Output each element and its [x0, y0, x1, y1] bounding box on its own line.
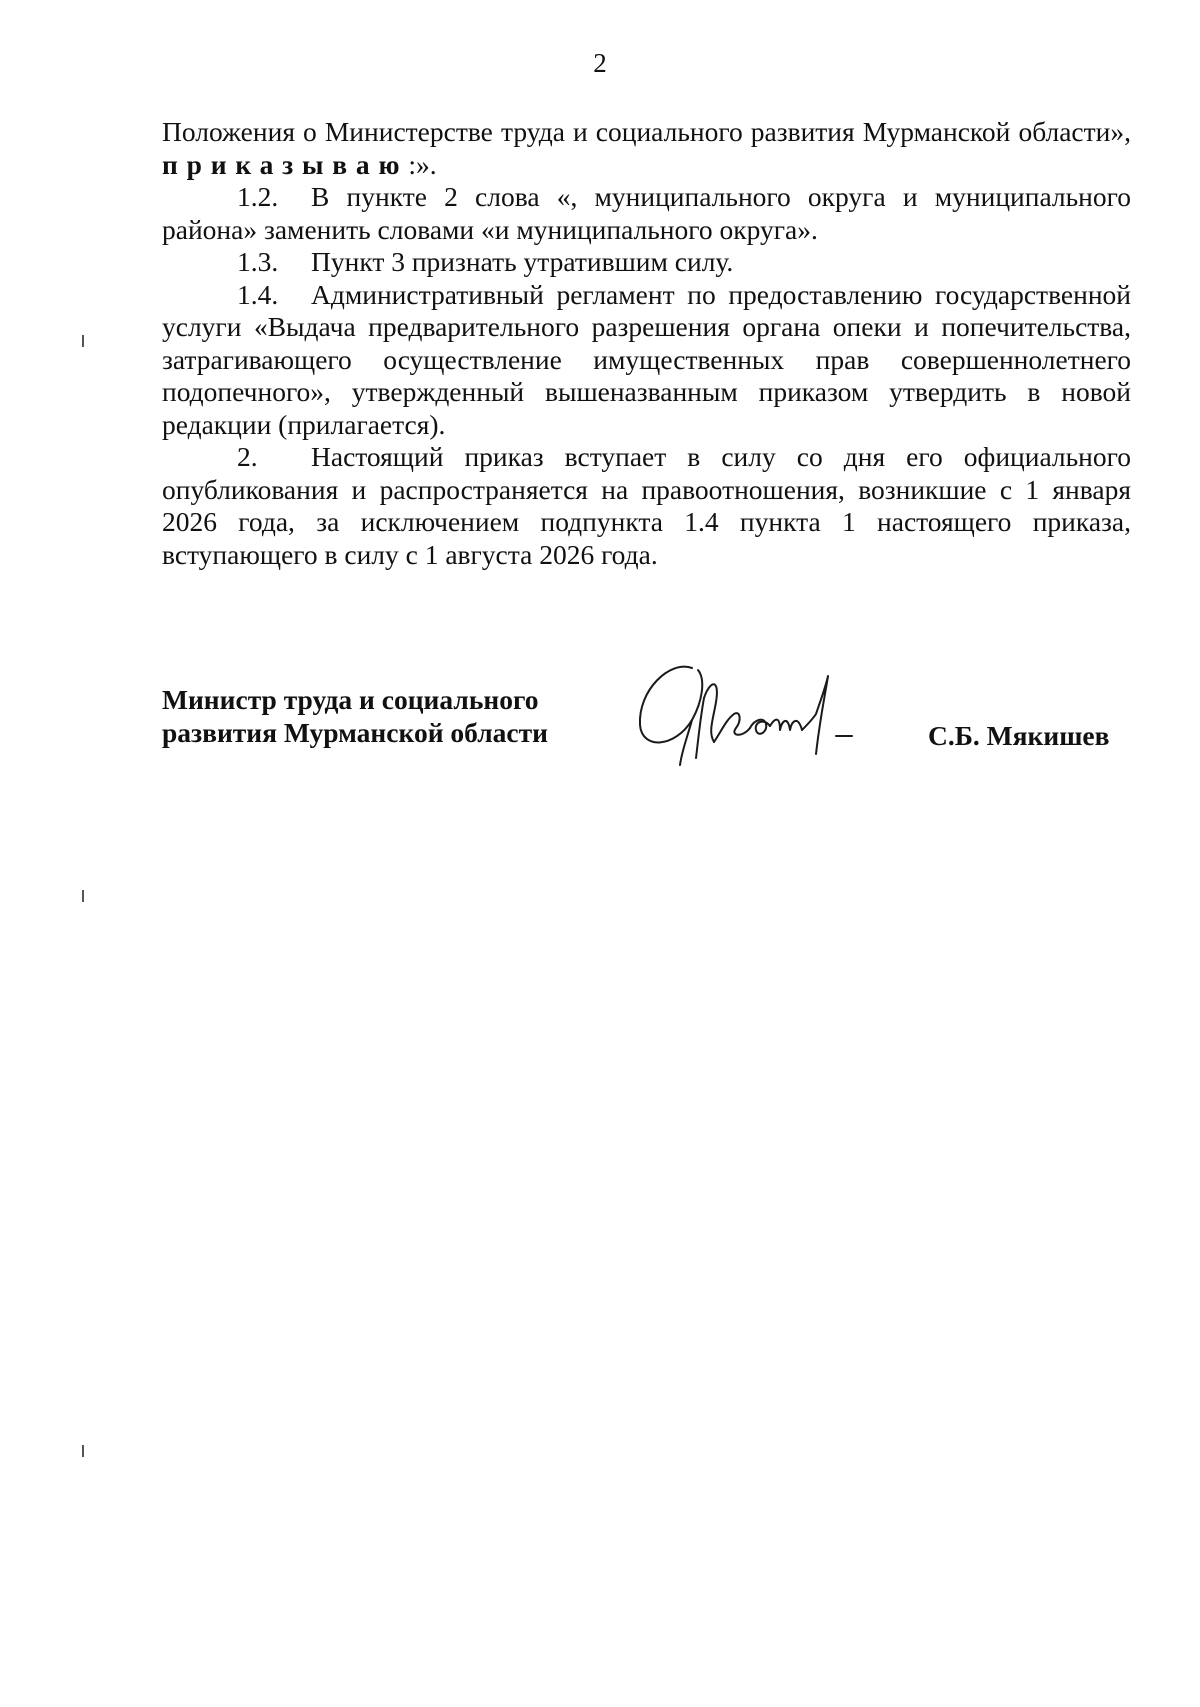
- margin-mark: [82, 890, 84, 902]
- paragraph-number: 2.: [237, 441, 258, 472]
- paragraph-1-3: [162, 246, 1131, 279]
- paragraph-number: 1.3.: [237, 246, 279, 277]
- paragraph-text: Пункт 3 признать утратившим силу.: [311, 246, 734, 277]
- paragraph-text: Административный регламент по предоставлению государственной услуги «Выдача предварительного разрешения органа опеки и попечительства, затрагивающего осуществление имущественных прав совершеннолетнего подопечного», утвержденный вышеназванным приказом утвердить в новой редакции (прилагается).: [162, 278, 1131, 440]
- page-number: 2: [593, 48, 607, 78]
- handwritten-signature: [630, 650, 900, 775]
- paragraph-number: 1.4.: [237, 278, 279, 310]
- paragraph-1-2: [162, 181, 1131, 246]
- paragraph-number: 1.2.: [237, 181, 279, 212]
- signatory-name: С.Б. Мякишев: [928, 720, 1110, 751]
- signatory-title: [162, 683, 548, 749]
- margin-mark: [82, 335, 84, 347]
- paragraph-text: В пункте 2 слова «, муниципального округа и муниципального района» заменить словами «и муниципального округа».: [162, 181, 1131, 245]
- paragraph-text: Положения о Министерстве труда и социального развития Мурманской области»,: [162, 116, 1131, 147]
- paragraph-text: Настоящий приказ вступает в силу со дня его официального опубликования и распространяется на правоотношения, возникшие с 1 января 2026 года, за исключением подпункта 1.4 пункта 1 настоящего приказа, вступающего в силу с 1 августа 2026 года.: [162, 441, 1131, 570]
- order-keyword: приказываю: [162, 148, 409, 180]
- document-body: [162, 116, 1131, 571]
- paragraph-1-4: [162, 279, 1131, 442]
- paragraph-continuation: [162, 116, 1131, 181]
- paragraph-text-end: :».: [408, 148, 437, 180]
- signatory-title-line-1: Министр труда и социального: [162, 684, 539, 715]
- signatory-title-line-2: развития Мурманской области: [162, 717, 548, 748]
- paragraph-2: [162, 441, 1131, 571]
- margin-mark: [82, 1445, 84, 1457]
